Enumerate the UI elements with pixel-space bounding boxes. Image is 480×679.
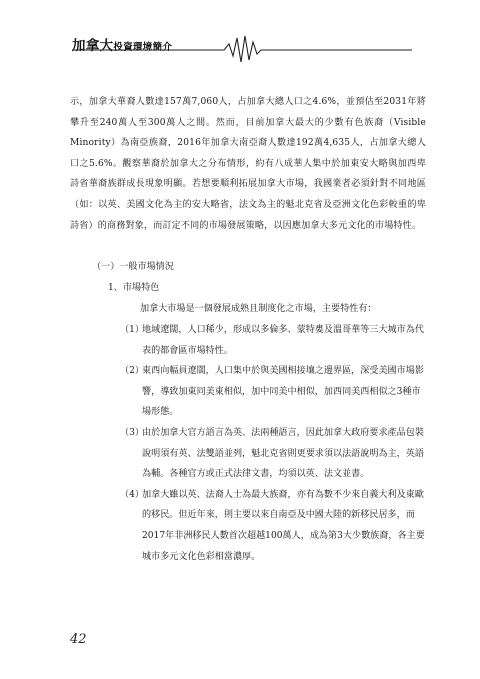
list-item	[120, 423, 426, 485]
list-item	[120, 485, 426, 567]
page-number: 42	[70, 632, 87, 647]
header-title-main: 加拿大	[72, 38, 114, 54]
heartbeat-line-decoration	[72, 30, 412, 70]
page-header	[0, 0, 480, 80]
list-item-number: （2）	[120, 366, 144, 377]
features-list	[120, 320, 426, 567]
body-paragraph: 示，加拿大華裔人數達157萬7,060人，占加拿大總人口之4.6%，並預估至2031年將攀升至240萬人至300萬人之間。然而，目前加拿大最大的少數有色族裔（Visible Minority）為南亞族裔，2016年加拿大南亞裔人數達192萬4,635人，占加拿大總人口之5.6%。觀察華裔於加拿大之分布情形，約有八成華人集中於加東安大略與加西卑詩省華裔族群成長現象明顯。若想要順利拓展加拿大市場，我國業者必須針對不同地區（如：以英、美國文化為主的安大略省，法文為主的魁北克省及亞洲文化色彩較重的卑詩省）的商務對象，而訂定不同的市場發展策略，以因應加拿大多元文化的市場特性。	[70, 97, 426, 231]
list-item-text: 地域遼闊，人口稀少，形成以多倫多、蒙特婁及溫哥華等三大城市為代表的都會區市場特性。	[142, 325, 424, 356]
header-title-sub: 投資環境簡介	[113, 42, 173, 53]
subsection-heading: 1、市場特色	[108, 283, 160, 293]
list-item-text: 東西向幅員遼闊，人口集中於與美國相接壤之邊界區，深受美國市場影響，導致加東同美東相似，加中同美中相似，加西同美西相似之3種市場形態。	[142, 366, 424, 418]
list-item-number: （4）	[120, 489, 144, 500]
list-item-text: 加拿大雖以英、法裔人士為最大族裔，亦有為數不少來自義大利及東歐的移民。但近年來，則主要以來自南亞及中國大陸的新移民居多，而2017年非洲移民人數首次超越100萬人，成為第3大少數族裔，各主要城市多元文化色彩相當濃厚。	[142, 489, 425, 562]
list-item-number: （1）	[120, 325, 144, 335]
list-item-text: 由於加拿大官方語言為英、法兩種語言，因此加拿大政府要求產品包裝說明須有英、法雙語並列，魁北克省則更要求須以法語說明為主，英語為輔。各種官方或正式法律文書，均須以英、法文並書。	[142, 427, 424, 480]
list-item	[120, 361, 426, 423]
intro-text: 加拿大市場是一個發展成熟且制度化之市場，主要特性有：	[140, 304, 377, 314]
list-item	[120, 320, 426, 361]
section-heading: （一）一般市場情況	[92, 262, 174, 272]
list-item-number: （3）	[120, 427, 144, 438]
